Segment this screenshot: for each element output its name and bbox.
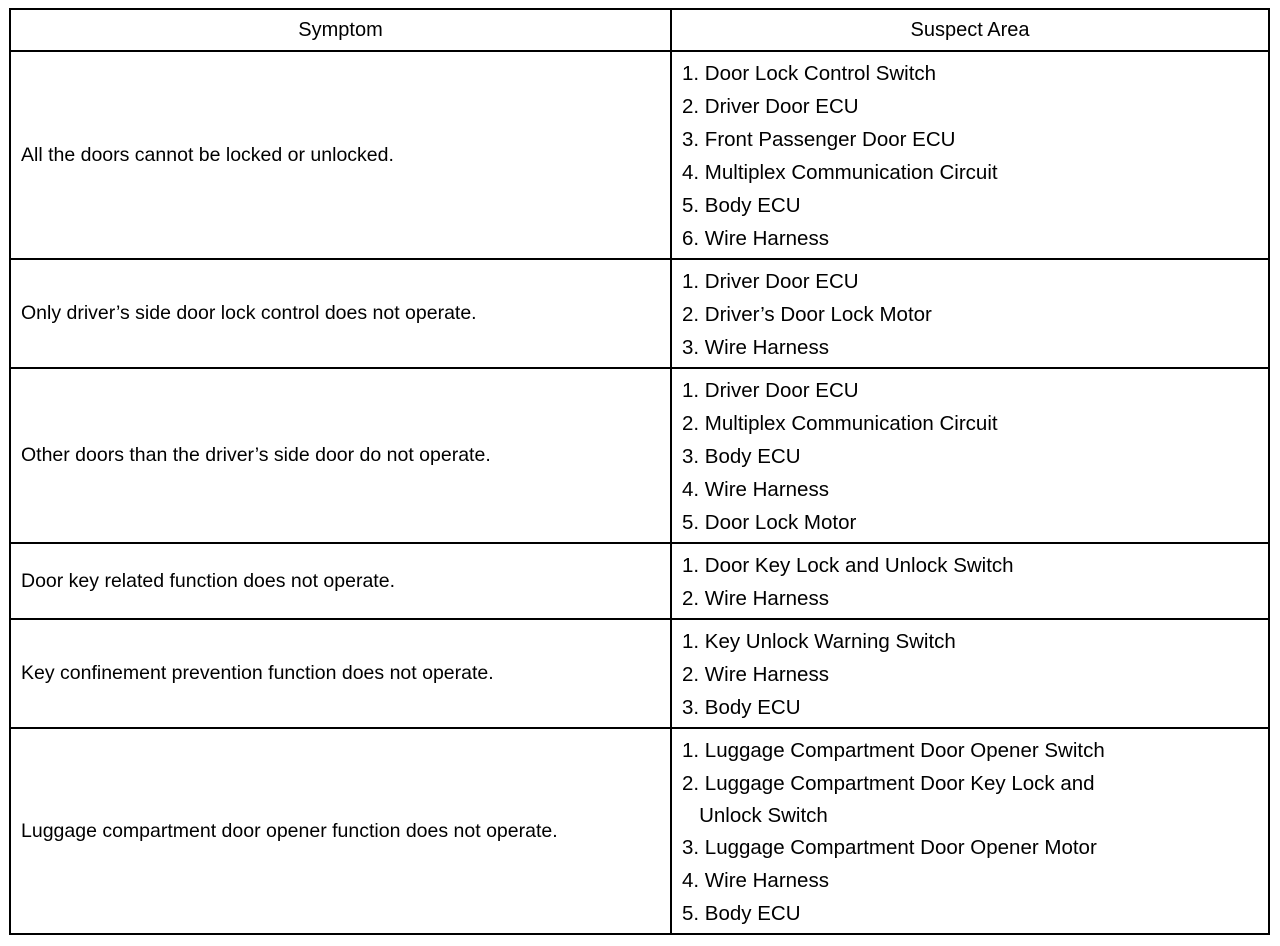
list-item: 5. Door Lock Motor (682, 511, 857, 534)
symptom-cell: Other doors than the driver’s side door do not operate. (10, 368, 671, 543)
header-row (10, 9, 1269, 51)
list-item: 4. Wire Harness (682, 478, 829, 501)
list-item: 3. Front Passenger Door ECU (682, 128, 956, 151)
list-item: 5. Body ECU (682, 902, 801, 925)
list-item: 2. Driver Door ECU (682, 95, 859, 118)
table-row (10, 728, 1269, 934)
table-row (10, 619, 1269, 728)
table-row (10, 259, 1269, 368)
symptom-cell: All the doors cannot be locked or unlocked. (10, 51, 671, 259)
suspect-area-list (672, 265, 1268, 364)
suspect-area-cell (671, 51, 1269, 259)
suspect-area-cell (671, 368, 1269, 543)
suspect-area-list (672, 57, 1268, 255)
table-row (10, 51, 1269, 259)
list-item: 1. Luggage Compartment Door Opener Switch (682, 739, 1105, 762)
table-body (10, 51, 1269, 934)
list-item: 2. Multiplex Communication Circuit (682, 412, 998, 435)
list-item: 1. Door Lock Control Switch (682, 62, 937, 85)
list-item: 3. Wire Harness (682, 336, 829, 359)
suspect-area-list (672, 549, 1268, 615)
suspect-area-list (672, 625, 1268, 724)
suspect-area-list (672, 734, 1268, 930)
suspect-area-cell (671, 543, 1269, 619)
list-item: 2. Luggage Compartment Door Key Lock and (682, 772, 1095, 795)
list-item: 1. Key Unlock Warning Switch (682, 630, 956, 653)
list-item: 1. Door Key Lock and Unlock Switch (682, 554, 1014, 577)
suspect-area-cell (671, 259, 1269, 368)
symptom-cell: Only driver’s side door lock control does not operate. (10, 259, 671, 368)
list-item: 1. Driver Door ECU (682, 379, 859, 402)
table-row (10, 368, 1269, 543)
list-item: 2. Wire Harness (682, 663, 829, 686)
list-item: 2. Driver’s Door Lock Motor (682, 303, 932, 326)
suspect-area-cell (671, 619, 1269, 728)
list-item: 6. Wire Harness (682, 227, 829, 250)
list-item: Unlock Switch (682, 804, 828, 827)
table-row (10, 543, 1269, 619)
list-item: 2. Wire Harness (682, 587, 829, 610)
symptom-cell: Door key related function does not operate. (10, 543, 671, 619)
symptom-cell: Key confinement prevention function does not operate. (10, 619, 671, 728)
list-item: 4. Multiplex Communication Circuit (682, 161, 998, 184)
list-item: 5. Body ECU (682, 194, 801, 217)
list-item: 3. Luggage Compartment Door Opener Motor (682, 836, 1097, 859)
list-item: 3. Body ECU (682, 696, 801, 719)
list-item: 1. Driver Door ECU (682, 270, 859, 293)
list-item: 4. Wire Harness (682, 869, 829, 892)
symptom-cell: Luggage compartment door opener function does not operate. (10, 728, 671, 934)
suspect-area-list (672, 374, 1268, 539)
header-suspect-area: Suspect Area (671, 9, 1269, 51)
suspect-area-cell (671, 728, 1269, 934)
header-symptom: Symptom (10, 9, 671, 51)
diagnosis-table (9, 8, 1270, 935)
list-item: 3. Body ECU (682, 445, 801, 468)
